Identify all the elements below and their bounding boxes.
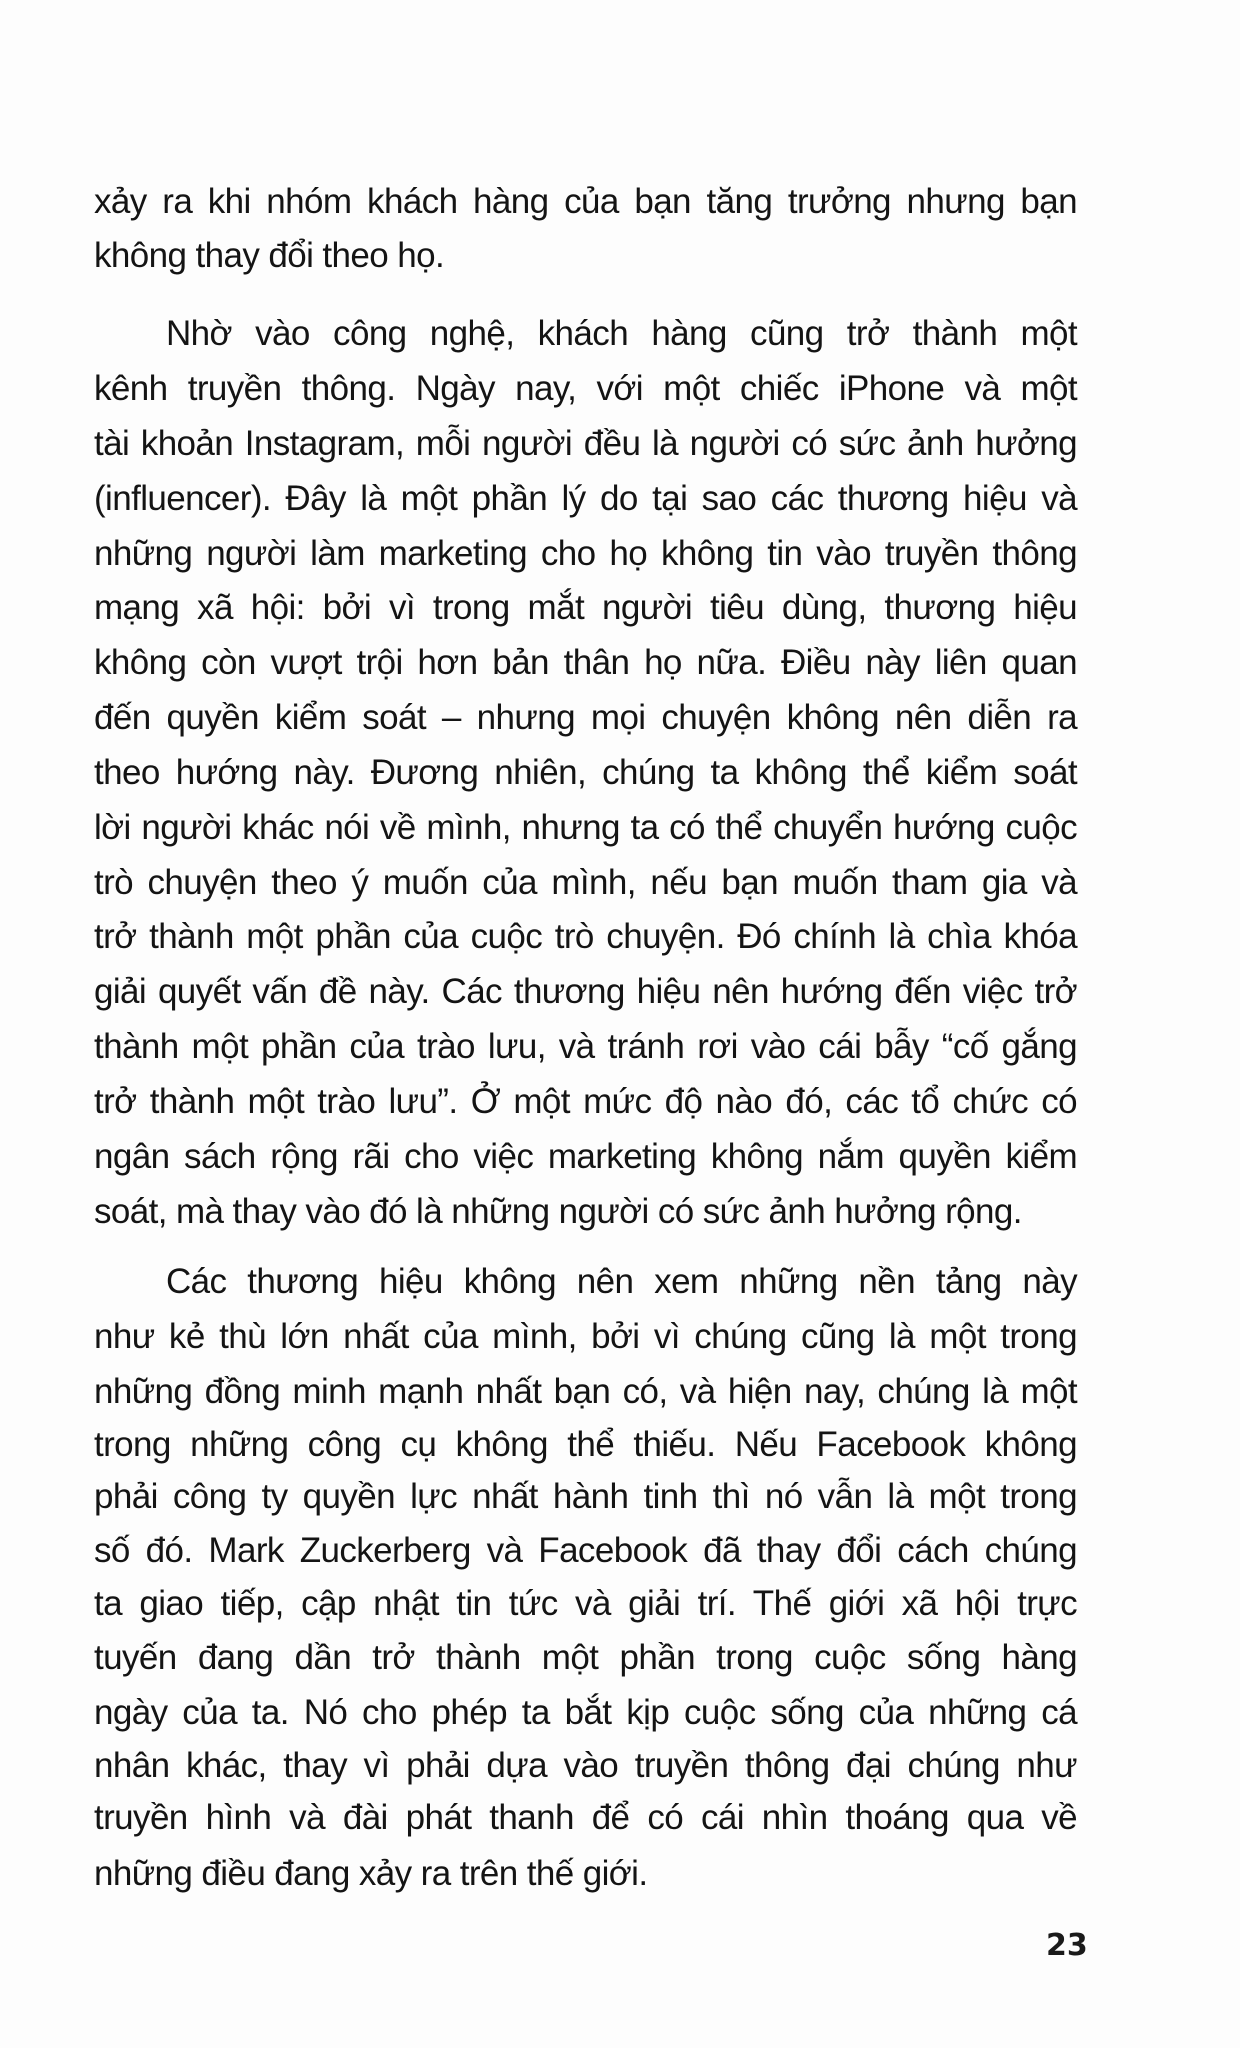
text-line: mạng xã hội: bởi vì trong mắt người tiêu dùng, thương hiệu <box>94 588 1077 627</box>
text-line: trở thành một trào lưu”. Ở một mức độ nào đó, các tổ chức có <box>94 1082 1077 1121</box>
text-line: những người làm marketing cho họ không tin vào truyền thông <box>94 534 1077 573</box>
text-line: Các thương hiệu không nên xem những nền tảng này <box>166 1262 1077 1301</box>
text-line: đến quyền kiểm soát – nhưng mọi chuyện không nên diễn ra <box>94 698 1077 737</box>
text-line: không còn vượt trội hơn bản thân họ nữa. Điều này liên quan <box>94 643 1077 682</box>
text-line: xảy ra khi nhóm khách hàng của bạn tăng trưởng nhưng bạn <box>94 182 1077 221</box>
text-line: trò chuyện theo ý muốn của mình, nếu bạn muốn tham gia và <box>94 863 1077 902</box>
page-number: 23 <box>1046 1928 1088 1963</box>
text-line: phải công ty quyền lực nhất hành tinh thì nó vẫn là một trong <box>94 1477 1077 1516</box>
text-line: những điều đang xảy ra trên thế giới. <box>94 1854 648 1893</box>
text-line: lời người khác nói về mình, nhưng ta có thể chuyển hướng cuộc <box>94 808 1077 847</box>
text-line: (influencer). Đây là một phần lý do tại sao các thương hiệu và <box>94 479 1077 518</box>
text-line: kênh truyền thông. Ngày nay, với một chiếc iPhone và một <box>94 369 1077 408</box>
text-line: tuyến đang dần trở thành một phần trong cuộc sống hàng <box>94 1638 1077 1677</box>
text-line: truyền hình và đài phát thanh để có cái nhìn thoáng qua về <box>94 1798 1077 1837</box>
text-line: Nhờ vào công nghệ, khách hàng cũng trở thành một <box>166 314 1077 353</box>
text-line: thành một phần của trào lưu, và tránh rơi vào cái bẫy “cố gắng <box>94 1027 1077 1066</box>
text-line: trong những công cụ không thể thiếu. Nếu Facebook không <box>94 1425 1077 1464</box>
text-line: trở thành một phần của cuộc trò chuyện. Đó chính là chìa khóa <box>94 917 1077 956</box>
text-line: tài khoản Instagram, mỗi người đều là người có sức ảnh hưởng <box>94 424 1077 463</box>
text-line: những đồng minh mạnh nhất bạn có, và hiện nay, chúng là một <box>94 1372 1077 1411</box>
text-line: không thay đổi theo họ. <box>94 236 445 275</box>
text-line: như kẻ thù lớn nhất của mình, bởi vì chúng cũng là một trong <box>94 1317 1077 1356</box>
text-line: ngân sách rộng rãi cho việc marketing không nắm quyền kiểm <box>94 1137 1077 1176</box>
text-line: soát, mà thay vào đó là những người có sức ảnh hưởng rộng. <box>94 1192 1022 1231</box>
text-line: ta giao tiếp, cập nhật tin tức và giải trí. Thế giới xã hội trực <box>94 1584 1077 1623</box>
text-line: nhân khác, thay vì phải dựa vào truyền thông đại chúng như <box>94 1746 1077 1785</box>
text-line: số đó. Mark Zuckerberg và Facebook đã thay đổi cách chúng <box>94 1531 1077 1570</box>
text-line: giải quyết vấn đề này. Các thương hiệu nên hướng đến việc trở <box>94 972 1077 1011</box>
text-line: theo hướng này. Đương nhiên, chúng ta không thể kiểm soát <box>94 753 1077 792</box>
text-line: ngày của ta. Nó cho phép ta bắt kịp cuộc sống của những cá <box>94 1693 1077 1732</box>
